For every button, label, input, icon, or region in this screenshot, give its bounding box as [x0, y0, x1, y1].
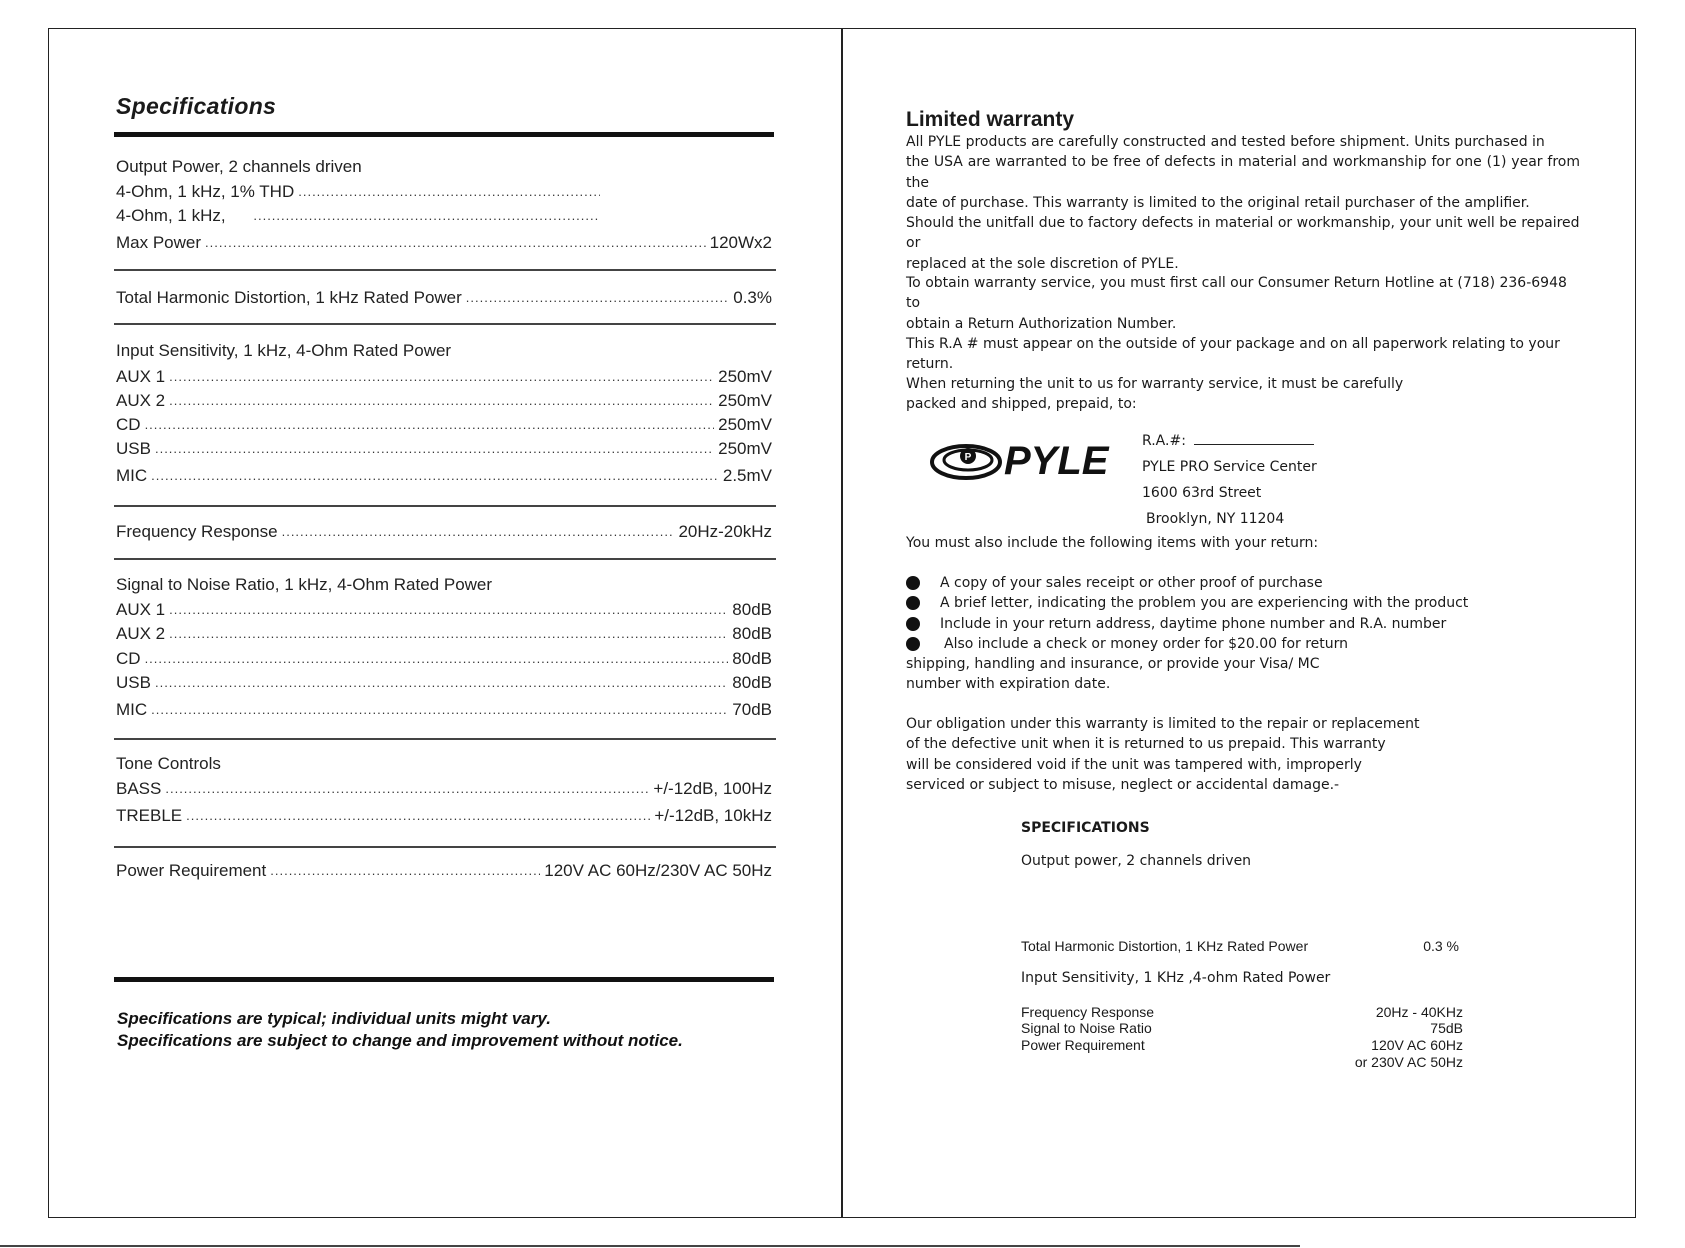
leader-dots: [165, 781, 649, 799]
snr-heading: Signal to Noise Ratio, 1 kHz, 4-Ohm Rated Power: [116, 575, 493, 594]
svg-text:PYLE: PYLE: [1004, 439, 1109, 483]
spec-label: 4-Ohm, 1 kHz, 1% THD: [116, 182, 295, 201]
text-line: shipping, handling and insurance, or provide your Visa/ MC: [906, 656, 1320, 673]
spec-row: [116, 859, 772, 881]
spec-row: [116, 204, 604, 226]
spec-label: CD: [116, 649, 141, 668]
spec-label: AUX 1: [116, 367, 166, 386]
spec-row: [116, 464, 772, 486]
mini-spec-value: 120V AC 60Hz: [1371, 1037, 1463, 1053]
text-line: replaced at the sole discretion of PYLE.: [906, 255, 1179, 272]
text-line: When returning the unit to us for warranty service, it must be carefully: [906, 376, 1404, 392]
mini-output-power: Output power, 2 channels driven: [1021, 853, 1252, 869]
mini-spec-row: [1021, 1020, 1463, 1037]
spec-row: [116, 804, 772, 826]
list-item-text: A copy of your sales receipt or other proof of purchase: [940, 575, 1323, 591]
leader-dots: [151, 702, 728, 720]
address-line: PYLE PRO Service Center: [1142, 459, 1317, 475]
bullet-icon: [906, 617, 920, 631]
spec-value: 250mV: [718, 367, 772, 386]
list-item-text: A brief letter, indicating the problem you are experiencing with the product: [940, 595, 1469, 612]
warranty-paragraph: [906, 273, 1580, 374]
spec-value: 2.5mV: [722, 466, 772, 485]
section-rule: [114, 738, 776, 740]
limited-warranty-title: Limited warranty: [906, 108, 1075, 131]
mini-specs-title: SPECIFICATIONS: [1021, 820, 1150, 836]
text-line: the USA are warranted to be free of defects in material and workmanship for one (1) year from the: [906, 154, 1580, 191]
leader-dots: [155, 441, 714, 459]
list-item-text: Also include a check or money order for $20.00 for return: [944, 635, 1349, 652]
spec-value: 80dB: [732, 649, 772, 668]
warranty-paragraph: [906, 213, 1580, 274]
leader-dots: [169, 369, 714, 387]
mini-spec-value: or 230V AC 50Hz: [1354, 1054, 1463, 1070]
mini-spec-value: 75dB: [1430, 1020, 1463, 1036]
spec-row: [116, 437, 772, 459]
text-line: serviced or subject to misuse, neglect or accidental damage.-: [906, 776, 1340, 793]
spec-row: [116, 286, 772, 308]
output-power-heading: Output Power, 2 channels driven: [116, 157, 362, 176]
spec-label: CD: [116, 415, 141, 434]
spec-label: MIC: [116, 700, 148, 719]
spec-row: [116, 671, 772, 693]
spec-label: AUX 2: [116, 391, 166, 410]
include-items-text: You must also include the following items with your return:: [906, 535, 1319, 551]
spec-row: [116, 389, 772, 411]
spec-row: [116, 365, 772, 387]
spec-value: 80dB: [732, 673, 772, 692]
spec-row: [116, 598, 772, 620]
bottom-rule: [0, 1245, 1300, 1247]
text-line: of the defective unit when it is returned to us prepaid. This warranty: [906, 736, 1386, 753]
spec-value: 250mV: [718, 415, 772, 434]
ra-label: R.A.#:: [1142, 433, 1186, 449]
mini-spec-row: [1021, 1054, 1463, 1071]
mini-spec-label: Power Requirement: [1021, 1037, 1145, 1053]
spec-value: 120V AC 60Hz/230V AC 50Hz: [544, 861, 772, 880]
spec-value: 80dB: [732, 624, 772, 643]
spec-label: USB: [116, 439, 151, 458]
mini-spec-value: 0.3 %: [1423, 938, 1459, 954]
warranty-paragraph: [906, 374, 1580, 415]
leader-dots: [169, 626, 728, 644]
text-line: obtain a Return Authorization Number.: [906, 315, 1177, 332]
spec-value: 20Hz-20kHz: [678, 522, 772, 541]
bullet-icon: [906, 637, 920, 651]
spec-value: 0.3%: [733, 288, 772, 307]
spec-label: Power Requirement: [116, 861, 267, 880]
mini-spec-value: 20Hz - 40KHz: [1375, 1004, 1463, 1020]
mini-spec-label: Total Harmonic Distortion, 1 KHz Rated Power: [1021, 938, 1309, 954]
section-rule: [114, 323, 776, 325]
return-address: [1142, 428, 1317, 532]
leader-dots: [253, 208, 600, 226]
list-item: [906, 634, 1506, 654]
list-item-text: Include in your return address, daytime phone number and R.A. number: [940, 615, 1447, 632]
leader-dots: [270, 863, 540, 881]
mini-spec-label: Signal to Noise Ratio: [1021, 1020, 1152, 1036]
text-line: All PYLE products are carefully constructed and tested before shipment. Units purchased in: [906, 134, 1545, 150]
spec-row: [116, 777, 772, 799]
leader-dots: [169, 602, 728, 620]
pyle-logo: [928, 432, 1128, 486]
spec-row: [116, 698, 772, 720]
leader-dots: [145, 651, 729, 669]
spec-label: 4-Ohm, 1 kHz,: [116, 206, 226, 225]
spec-label: Total Harmonic Distortion, 1 kHz Rated Power: [116, 288, 462, 307]
return-items-list: [906, 573, 1506, 695]
list-item: [906, 614, 1506, 634]
list-item: [906, 573, 1506, 593]
spec-row: [116, 231, 772, 253]
spec-label: MIC: [116, 466, 148, 485]
spec-label: AUX 1: [116, 600, 166, 619]
leader-dots: [298, 184, 600, 202]
leader-dots: [151, 468, 719, 486]
warranty-paragraph: [906, 132, 1580, 213]
spec-label: USB: [116, 673, 151, 692]
leader-dots: [282, 524, 675, 542]
spec-value: 120Wx2: [709, 233, 772, 252]
mini-spec-label: Frequency Response: [1021, 1004, 1155, 1020]
ra-number-line: [1142, 428, 1317, 454]
leader-dots: [145, 417, 715, 435]
text-line: number with expiration date.: [906, 676, 1111, 693]
title-rule: [114, 132, 774, 137]
spec-notes: [117, 1008, 683, 1052]
mini-input-sensitivity: Input Sensitivity, 1 KHz ,4-ohm Rated Power: [1021, 970, 1331, 986]
bullet-icon: [906, 596, 920, 610]
section-rule: [114, 846, 776, 848]
note-line: Specifications are typical; individual units might vary.: [117, 1009, 551, 1028]
section-rule: [114, 505, 776, 507]
text-line: return.: [906, 356, 954, 373]
svg-text:P: P: [964, 452, 972, 463]
spec-value: +/-12dB, 10kHz: [654, 806, 772, 825]
note-line: Specifications are subject to change and improvement without notice.: [117, 1031, 683, 1050]
mini-spec-row: [1021, 938, 1463, 955]
spec-label: BASS: [116, 779, 162, 798]
text-line: date of purchase. This warranty is limited to the original retail purchaser of the amplifier.: [906, 194, 1530, 211]
list-item: [906, 593, 1506, 613]
spec-value: 80dB: [732, 600, 772, 619]
ra-blank: [1194, 431, 1314, 445]
text-line: To obtain warranty service, you must first call our Consumer Return Hotline at (718) 236-6948 to: [906, 275, 1567, 312]
specifications-title: Specifications: [116, 93, 277, 119]
text-line: This R.A # must appear on the outside of your package and on all paperwork relating to your: [906, 335, 1560, 352]
text-line: packed and shipped, prepaid, to:: [906, 396, 1137, 413]
mini-spec-row: [1021, 1004, 1463, 1021]
spec-value: 250mV: [718, 391, 772, 410]
spec-row: [116, 520, 772, 542]
obligation-paragraph: [906, 714, 1580, 795]
leader-dots: [155, 675, 728, 693]
text-line: Should the unitfall due to factory defects in material or workmanship, your unit well be repaired or: [906, 215, 1580, 252]
spec-label: TREBLE: [116, 806, 183, 825]
input-sensitivity-heading: Input Sensitivity, 1 kHz, 4-Ohm Rated Power: [116, 341, 452, 360]
leader-dots: [186, 808, 650, 826]
leader-dots: [466, 290, 729, 308]
leader-dots: [205, 235, 706, 253]
spec-value: +/-12dB, 100Hz: [653, 779, 772, 798]
text-line: Our obligation under this warranty is limited to the repair or replacement: [906, 716, 1420, 732]
text-line: will be considered void if the unit was tampered with, improperly: [906, 756, 1362, 773]
spec-row: [116, 180, 604, 202]
pyle-logo-icon: [928, 432, 1128, 492]
mini-spec-row: [1021, 1037, 1463, 1054]
spec-value: 250mV: [718, 439, 772, 458]
section-rule: [114, 558, 776, 560]
section-rule: [114, 269, 776, 271]
address-line: 1600 63rd Street: [1142, 485, 1262, 501]
tone-controls-heading: Tone Controls: [116, 754, 221, 773]
bullet-icon: [906, 576, 920, 590]
page-divider: [841, 28, 843, 1218]
spec-row: [116, 647, 772, 669]
spec-row: [116, 622, 772, 644]
bottom-thick-rule: [114, 977, 774, 982]
spec-row: [116, 413, 772, 435]
spec-value: 70dB: [732, 700, 772, 719]
spec-label: Frequency Response: [116, 522, 278, 541]
leader-dots: [169, 393, 714, 411]
spec-label: AUX 2: [116, 624, 166, 643]
spec-label: Max Power: [116, 233, 202, 252]
address-line: Brooklyn, NY 11204: [1146, 511, 1285, 527]
